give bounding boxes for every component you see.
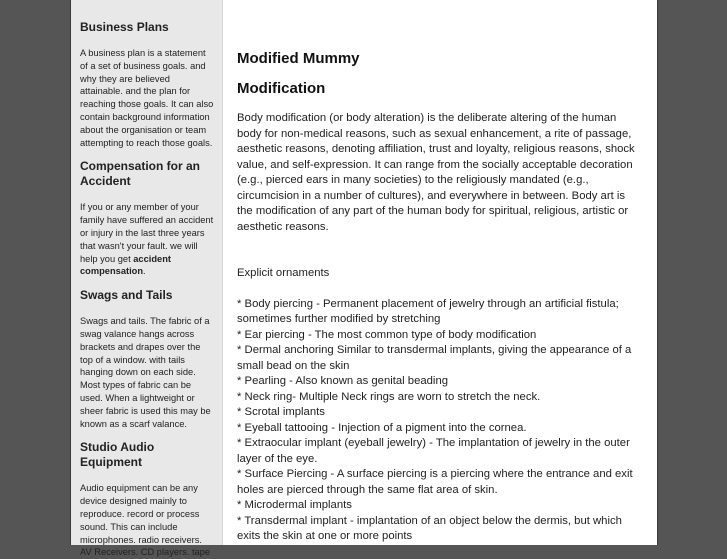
page-subtitle: Modification bbox=[237, 80, 326, 97]
sidebar-text: Audio equipment can be any device designed mainly to reproduce. record or process sound. This can include microphones. radio receivers. AV Receivers. CD players. tape bbox=[80, 483, 211, 558]
page-title: Modified Mummy bbox=[237, 50, 360, 67]
list-item: * Scrotal implants bbox=[237, 406, 325, 418]
sidebar-heading: Compensation for an Accident bbox=[80, 159, 201, 189]
sidebar-text: A business plan is a statement of a set of business goals. and why they are believed attainable. and the plan for reaching those goals. It can also contain background information about the organisation or team attempting to reach those goals. bbox=[80, 48, 214, 148]
spacer bbox=[237, 235, 641, 266]
sidebar-heading: Business Plans bbox=[80, 20, 169, 34]
list-item: * Ear piercing - The most common type of body modification bbox=[237, 328, 537, 341]
main-content bbox=[237, 0, 642, 545]
spacer bbox=[237, 282, 641, 297]
list-item: * Eyeball tattooing - Injection of a pigment into the cornea. bbox=[237, 421, 527, 434]
sidebar bbox=[71, 0, 223, 558]
list-item: * Body piercing - Permanent placement of jewelry through an artificial fistula; sometimes further modified by stretching bbox=[237, 297, 619, 325]
intro-paragraph: Body modification (or body alteration) is the deliberate altering of the human body for non-medical reasons, such as sexual enhancement, a rite of passage, aesthetic reasons, denoting affiliation, trust and loyalty, religious reasons, shock value, and self-expression. It can range from the socially acceptable decoration (e.g., pierced ears in many societies) to the religiously mandated (e.g., circumcision in a number of cultures), and everywhere in between. Body art is the modification of any part of the human body for spiritual, religious, artistic or aesthetic reasons. bbox=[237, 112, 635, 233]
list-item: * Neck ring- Multiple Neck rings are worn to stretch the neck. bbox=[237, 390, 541, 403]
sidebar-section-business-plans bbox=[80, 20, 214, 149]
list-item: * Transdermal implant - implantation of an object below the dermis, but which exits the skin at one or more points bbox=[237, 514, 622, 542]
article-body bbox=[237, 111, 641, 545]
list-item: * Microdermal implants bbox=[237, 499, 352, 511]
accident-compensation-link[interactable]: accident compensation bbox=[80, 253, 171, 277]
sidebar-heading: Studio Audio Equipment bbox=[80, 440, 155, 470]
sidebar-text: If you or any member of your family have suffered an accident or injury in the last three years that wasn't your fault. we will help you get bbox=[80, 202, 214, 264]
list-item: * Dermal anchoring Similar to transdermal implants, giving the appearance of a small bead on the skin bbox=[237, 344, 632, 372]
list-item: * Extraocular implant (eyeball jewelry) - The implantation of jewelry in the outer layer of the eye. bbox=[237, 437, 630, 465]
list-item: * Pearling - Also known as genital beading bbox=[237, 375, 449, 387]
sidebar-text-block bbox=[80, 201, 214, 278]
sidebar-text: Swags and tails. The fabric of a swag valance hangs across brackets and drapes over the top of a window. with tails hanging down on each side. Most types of fabric can be used. When a lightweight or sheer fabric is used this may be known as a scarf valance. bbox=[80, 316, 211, 429]
sidebar-section-compensation bbox=[80, 159, 214, 278]
page-container bbox=[70, 0, 658, 558]
sidebar-section-audio bbox=[80, 440, 214, 559]
sidebar-section-swags bbox=[80, 288, 214, 430]
list-item: * Surface Piercing - A surface piercing is a piercing where the entrance and exit holes are pierced through the same flat area of skin. bbox=[237, 468, 633, 496]
sidebar-text-end: . bbox=[143, 266, 146, 277]
section-subheading: Explicit ornaments bbox=[237, 267, 330, 279]
sidebar-heading: Swags and Tails bbox=[80, 288, 173, 303]
